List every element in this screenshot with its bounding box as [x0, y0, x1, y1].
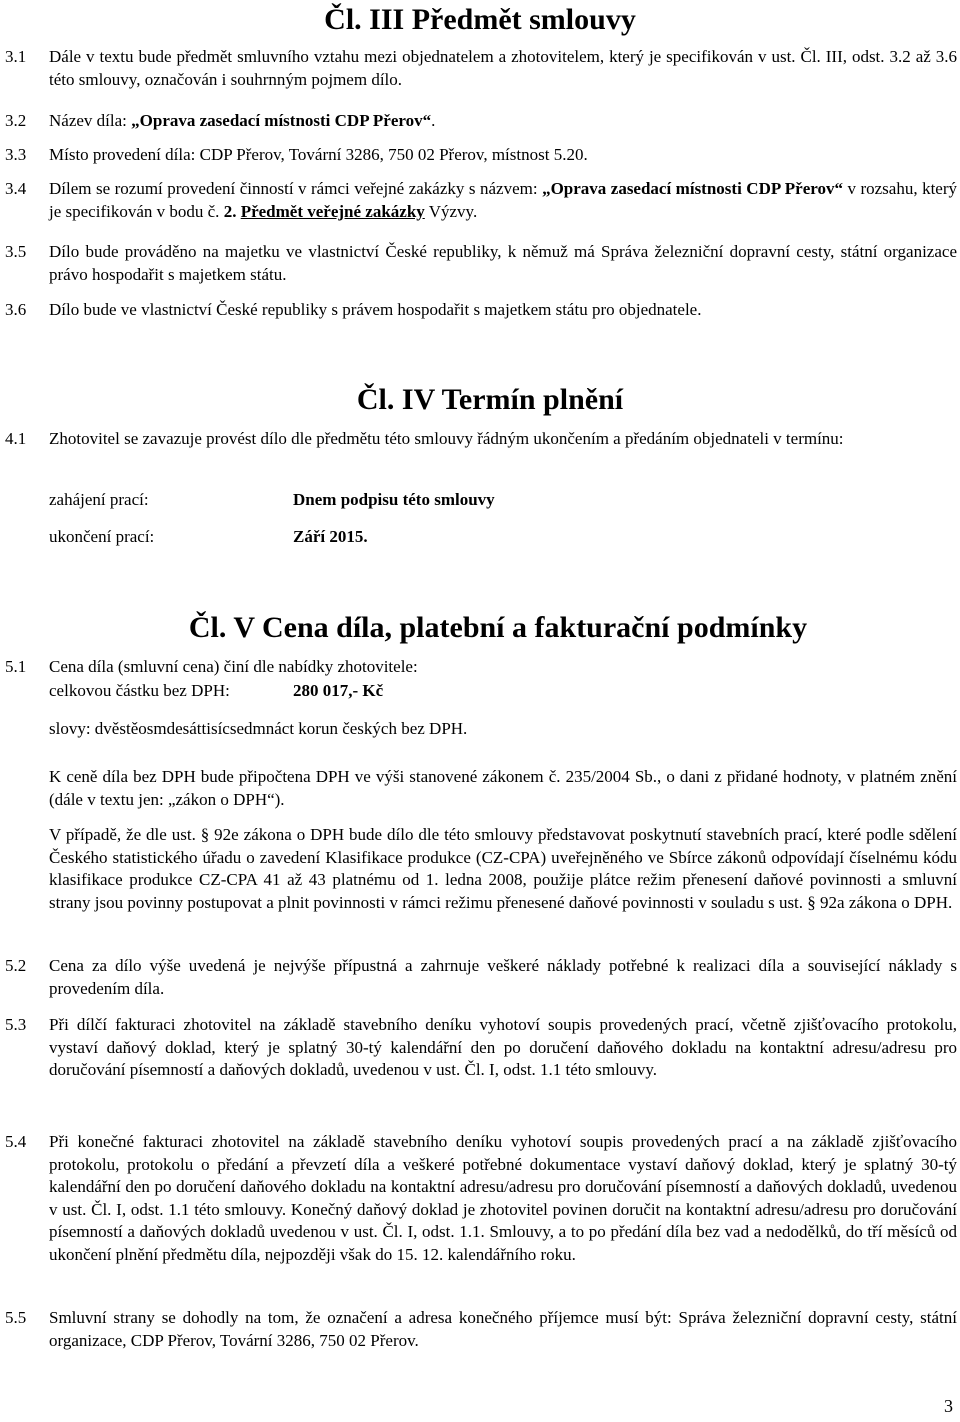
clause-text: Při konečné fakturaci zhotovitel na základě stavebního deníku vyhotoví soupis provedených prací a na základě zjišťovacího protokolu, protokolu o předání a převzetí díla a veškeré potřebné dokumentace vystaví daňový doklad, který je splatný 30-tý kalendářní den po doručení daňového dokladu na kontaktní adresu/adresu pro doručování písemností a daňových dokladů, uvedenou v ust. Čl. I, odst. 1.1 této smlouvy. Konečný daňový doklad je zhotovitel povinen doručit na kontaktní adresu/adresu pro doručování písemností a daňových dokladů uvedenou v ust. Čl. I, odst. 1.1. Smlouvy, a to po předání díla bez vad a nedodělků, do tří měsíců od ukončení plnění předmětu díla, nejpozději však do 15. 12. kalendářního roku.: [49, 1132, 957, 1264]
clause-text: Dílem se rozumí provedení činností v rámci veřejné zakázky s názvem: „Oprava zasedací místnosti CDP Přerov“ v rozsahu, který je specifikován v bodu č. 2. Předmět veřejné zakázky Výzvy.: [49, 179, 958, 221]
clause-text: Cena díla (smluvní cena) činí dle nabídky zhotovitele:: [49, 657, 418, 676]
price-label: celkovou částku bez DPH:: [49, 681, 230, 700]
clause-text: Smluvní strany se dohodly na tom, že označení a adresa konečného příjemce musí být: Správa železniční dopravní cesty, státní organizace, CDP Přerov, Tovární 3286, 750 02 Přerov.: [49, 1308, 957, 1350]
clause-number: 4.1: [5, 429, 27, 448]
clause-5-2: [5, 955, 957, 1000]
end-value: Září 2015.: [293, 527, 368, 546]
clause-text: Název díla: „Oprava zasedací místnosti CDP Přerov“.: [49, 111, 436, 130]
start-term-row: [49, 489, 495, 512]
price-row: [49, 680, 384, 703]
clause-text: Cena za dílo výše uvedená je nejvýše přípustná a zahrnuje veškeré náklady potřebné k realizaci díla a související náklady s provedením díla.: [49, 956, 957, 998]
clause-5-4: [5, 1131, 957, 1266]
clause-3-5: [5, 241, 957, 286]
end-term-row: [49, 526, 368, 549]
clause-5-3: [5, 1014, 957, 1082]
start-value: Dnem podpisu této smlouvy: [293, 490, 495, 509]
page-number: 3: [944, 1396, 953, 1416]
reverse-charge-paragraph: V případě, že dle ust. § 92e zákona o DPH bude dílo dle této smlouvy představovat poskytnutí stavebních prací, které podle sdělení Českého statistického úřadu o zavedení Klasifikace produkce (CZ-CPA) uveřejněného ve Sbírce zákonů odpovídají číselnému kódu klasifikace produkce CZ-CPA 41 až 43 platnému od 1. ledna 2008, použije plátce režim přenesení daňové povinnosti a smluvní strany jsou povinny postupovat a plnit povinnosti v rámci režimu přenesené daňové povinnosti v souladu s ust. § 92a zákona o DPH.: [49, 825, 957, 912]
clause-number: 3.2: [5, 111, 27, 130]
clause-number: 5.3: [5, 1015, 27, 1034]
clause-5-5: [5, 1307, 957, 1352]
clause-5-1: [5, 656, 957, 679]
price-value: 280 017,- Kč: [293, 681, 384, 700]
clause-text: Místo provedení díla: CDP Přerov, Tovární 3286, 750 02 Přerov, místnost 5.20.: [49, 145, 588, 164]
clause-3-2: [5, 110, 957, 133]
end-label: ukončení prací:: [49, 527, 155, 546]
clause-number: 3.6: [5, 300, 27, 319]
work-title: „Oprava zasedací místnosti CDP Přerov“: [131, 111, 432, 130]
clause-text: Dílo bude ve vlastnictví České republiky s právem hospodařit s majetkem státu pro objednatele.: [49, 300, 702, 319]
clause-number: 5.2: [5, 956, 27, 975]
clause-number: 3.5: [5, 242, 27, 261]
article-5-heading: Čl. V Cena díla, platební a fakturační podmínky: [188, 611, 808, 644]
work-title: „Oprava zasedací místnosti CDP Přerov“: [542, 179, 843, 198]
clause-text: Dílo bude prováděno na majetku ve vlastnictví České republiky, k němuž má Správa železniční dopravní cesty, státní organizace právo hospodařit s majetkem státu.: [49, 242, 957, 284]
clause-number: 3.3: [5, 145, 27, 164]
clause-3-1: [5, 46, 957, 91]
article-4-heading: Čl. IV Termín plnění: [356, 383, 624, 416]
start-label: zahájení prací:: [49, 490, 149, 509]
clause-number: 3.4: [5, 179, 27, 198]
price-in-words: slovy: dvěstěosmdesáttisícsedmnáct korun českých bez DPH.: [49, 719, 468, 738]
clause-3-3: [5, 144, 957, 167]
clause-text: Při dílčí fakturaci zhotovitel na základě stavebního deníku vyhotoví soupis provedených prací, včetně zjišťovacího protokolu, vystaví daňový doklad, který je splatný 30-tý kalendářní den po doručení daňového dokladu na kontaktní adresu/adresu pro doručování písemností a daňových dokladů, uvedenou v ust. Čl. I, odst. 1.1 této smlouvy.: [49, 1015, 957, 1079]
tender-reference: Předmět veřejné zakázky: [240, 201, 425, 221]
vat-paragraph: K ceně díla bez DPH bude připočtena DPH ve výši stanovené zákonem č. 235/2004 Sb., o dani z přidané hodnoty, v platném znění (dále v textu jen: „zákon o DPH“).: [49, 767, 957, 809]
clause-3-4: [5, 178, 957, 223]
clause-number: 5.5: [5, 1308, 27, 1327]
clause-text: Dále v textu bude předmět smluvního vztahu mezi objednatelem a zhotovitelem, který je specifikován v ust. Čl. III, odst. 3.2 až 3.6 této smlouvy, označován i souhrnným pojmem dílo.: [49, 47, 957, 89]
article-3-heading: Čl. III Předmět smlouvy: [324, 3, 636, 36]
clause-number: 3.1: [5, 47, 27, 66]
clause-4-1: [5, 428, 957, 451]
clause-number: 5.1: [5, 657, 27, 676]
clause-number: 5.4: [5, 1132, 27, 1151]
clause-3-6: [5, 299, 957, 322]
clause-text: Zhotovitel se zavazuje provést dílo dle předmětu této smlouvy řádným ukončením a předáním objednateli v termínu:: [49, 429, 844, 448]
